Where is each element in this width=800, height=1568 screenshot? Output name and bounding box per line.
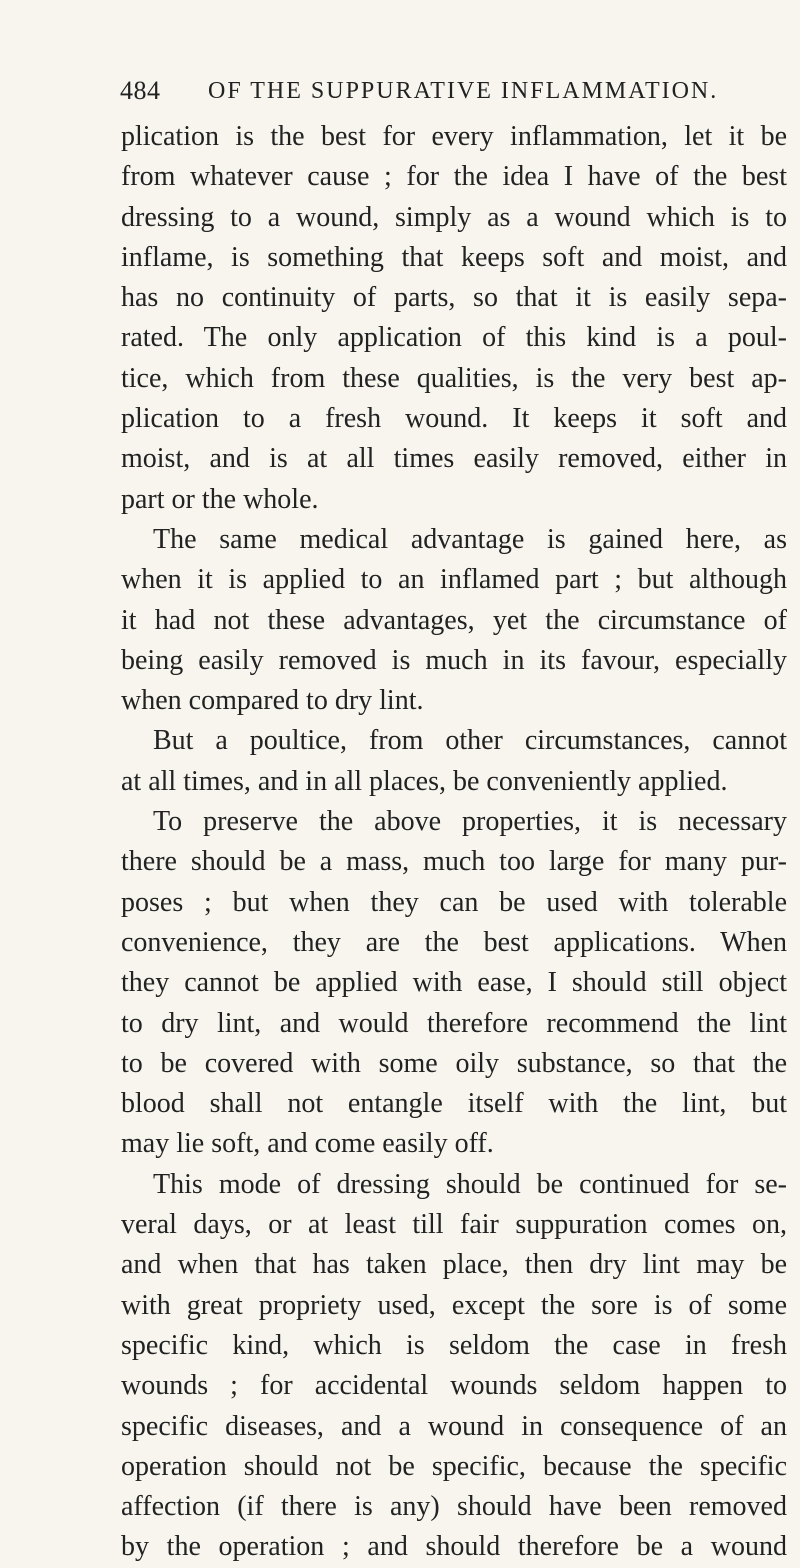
text-line: operation should not be specific, because the specific (121, 1450, 787, 1482)
running-title: OF THE SUPPURATIVE INFLAMMATION. (208, 77, 719, 104)
text-line: there should be a mass, much too large for many pur- (121, 846, 787, 878)
text-line: affection (if there is any) should have been removed (121, 1491, 787, 1523)
text-line: specific diseases, and a wound in consequence of an (121, 1410, 787, 1442)
text-line: it had not these advantages, yet the circumstance of (121, 604, 787, 636)
text-line: plication to a fresh wound. It keeps it soft and (121, 403, 787, 435)
text-line: they cannot be applied with ease, I should still object (121, 967, 787, 999)
text-line: tice, which from these qualities, is the very best ap- (121, 362, 787, 394)
page-header (120, 74, 740, 108)
text-line: plication is the best for every inflammation, let it be (121, 121, 787, 152)
text-line: specific kind, which is seldom the case in fresh (121, 1329, 787, 1361)
text-line: from whatever cause ; for the idea I have of the best (121, 161, 787, 193)
text-line: to be covered with some oily substance, so that the (121, 1047, 787, 1079)
body-text (121, 117, 787, 1568)
text-line: convenience, they are the best applications. When (121, 926, 787, 958)
text-line: being easily removed is much in its favour, especially (121, 644, 787, 676)
text-line: blood shall not entangle itself with the lint, but (121, 1088, 787, 1120)
text-line: to dry lint, and would therefore recommend the lint (121, 1007, 787, 1039)
text-line: when it is applied to an inflamed part ; but although (121, 564, 787, 596)
text-line: To preserve the above properties, it is necessary (153, 806, 787, 838)
text-line: by the operation ; and should therefore be a wound (121, 1531, 787, 1563)
text-line: and when that has taken place, then dry lint may be (121, 1249, 787, 1281)
text-line: This mode of dressing should be continued for se- (153, 1168, 787, 1200)
text-line: veral days, or at least till fair suppuration comes on, (121, 1209, 787, 1241)
text-line: But a poultice, from other circumstances, cannot (153, 725, 787, 757)
text-line: with great propriety used, except the sore is of some (121, 1289, 787, 1321)
text-line: poses ; but when they can be used with tolerable (121, 886, 787, 918)
text-line: dressing to a wound, simply as a wound which is to (121, 201, 787, 233)
text-line: rated. The only application of this kind is a poul- (121, 322, 787, 354)
text-line: may lie soft, and come easily off. (121, 1128, 494, 1160)
page-number: 484 (120, 76, 161, 105)
text-line: at all times, and in all places, be conveniently applied. (121, 765, 728, 797)
text-line: moist, and is at all times easily removed, either in (121, 443, 787, 475)
text-line: wounds ; for accidental wounds seldom happen to (121, 1370, 787, 1402)
text-line: inflame, is something that keeps soft and moist, and (121, 241, 787, 273)
text-line: has no continuity of parts, so that it is easily sepa- (121, 282, 787, 314)
text-line: The same medical advantage is gained here, as (153, 523, 787, 555)
text-line: part or the whole. (121, 483, 319, 515)
text-line: when compared to dry lint. (121, 685, 424, 717)
